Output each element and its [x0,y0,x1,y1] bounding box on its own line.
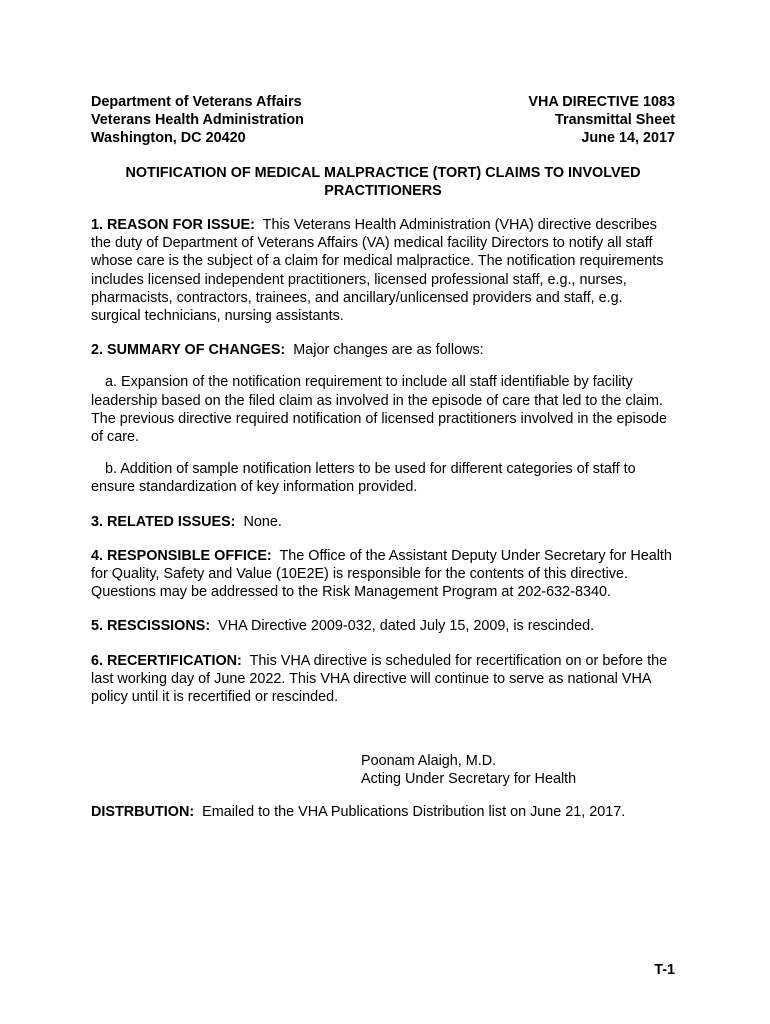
header-transmittal: Transmittal Sheet [555,112,675,129]
section-label: 5. RESCISSIONS: [91,618,211,635]
section-rescissions [91,617,675,635]
distribution [91,803,675,821]
section-text: Major changes are as follows: [293,342,484,359]
document-page [91,93,675,821]
change-item-a: a. Expansion of the notification requirement to include all staff identifiable by facility leadership based on the filed claim as involved in the episode of care that led to the claim. The previous directive required notification of licensed practitioners involved in the episode of care. [91,374,667,446]
section-text: None. [243,513,282,530]
section-text: VHA Directive 2009-032, dated July 15, 2009, is rescinded. [218,618,595,635]
section-label: 4. RESPONSIBLE OFFICE: [91,547,272,564]
distribution-text: Emailed to the VHA Publications Distribution list on June 21, 2017. [202,803,626,820]
header-administration: Veterans Health Administration [91,112,304,129]
section-label: 6. RECERTIFICATION: [91,652,242,669]
header-agency-block [91,93,304,148]
document-title: NOTIFICATION OF MEDICAL MALPRACTICE (TORT) CLAIMS TO INVOLVED PRACTITIONERS [125,164,641,199]
page-number: T-1 [654,962,675,978]
header-directive-number: VHA DIRECTIVE 1083 [528,94,675,110]
header-department: Department of Veterans Affairs [91,94,302,110]
section-label: 3. RELATED ISSUES: [91,513,236,530]
signatory-title: Acting Under Secretary for Health [361,771,577,788]
section-related-issues [91,513,675,531]
document-header [91,93,675,148]
section-label: 2. SUMMARY OF CHANGES: [91,342,286,359]
section-responsible-office [91,547,675,602]
section-text: This VHA directive is scheduled for recertification on or before the last working day of June 2022. This VHA directive will continue to serve as national VHA policy until it is recertified or rescinded. [91,652,668,706]
change-item-b: b. Addition of sample notification letters to be used for different categories of staff to ensure standardization of key information provided. [91,461,636,496]
header-location: Washington, DC 20420 [91,130,246,147]
section-reason-for-issue [91,216,675,325]
section-text: This Veterans Health Administration (VHA) directive describes the duty of Department of Veterans Affairs (VA) medical facility Directors to notify all staff whose care is the subject of a claim for medical malpractice. The notification requirements includes licensed independent practitioners, licensed professional staff, e.g., nurses, pharmacists, contractors, trainees, and ancillary/unlicensed providers and staff, e.g. surgical technicians, nursing assistants. [91,217,664,325]
signature-block [91,752,675,788]
section-summary-of-changes [91,341,675,359]
distribution-label: DISTRBUTION: [91,803,195,820]
section-text: The Office of the Assistant Deputy Under Secretary for Health for Quality, Safety and Value (10E2E) is responsible for the contents of this directive. Questions may be addressed to the Risk Management Program at 202-632-8340. [91,547,672,601]
signatory-name: Poonam Alaigh, M.D. [361,753,497,770]
header-directive-block [528,93,675,148]
section-recertification [91,652,675,707]
section-label: 1. REASON FOR ISSUE: [91,217,255,234]
header-date: June 14, 2017 [581,130,675,147]
